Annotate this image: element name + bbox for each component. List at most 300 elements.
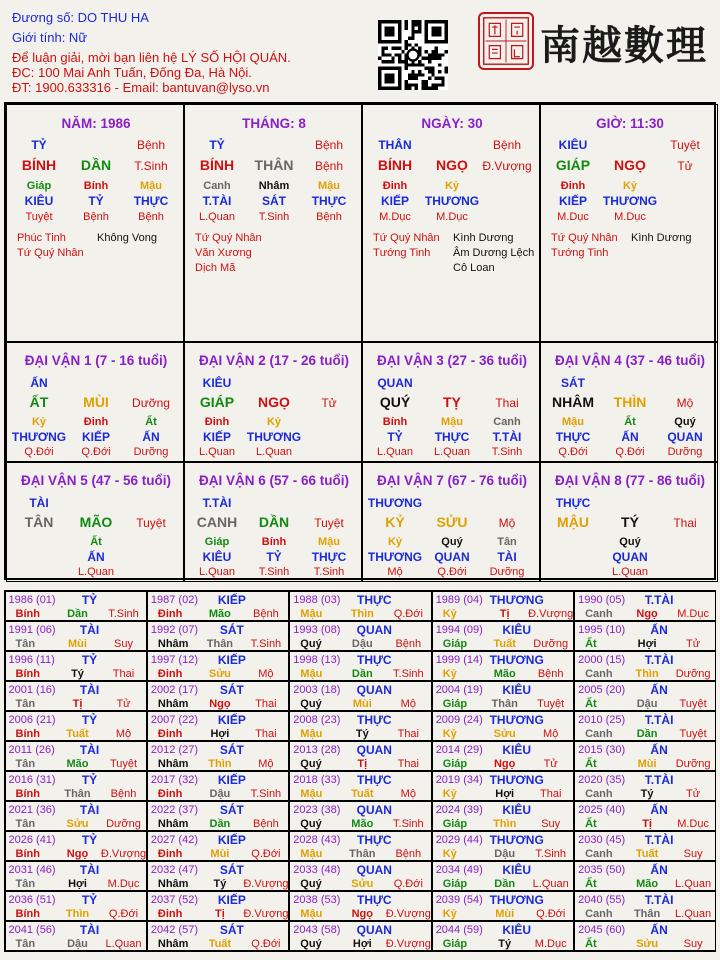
year-branch: Mão: [66, 757, 89, 770]
year-branch: Thìn: [493, 817, 517, 830]
hidden-stem: Đinh: [83, 416, 109, 428]
hidden-god: T.TÀI: [202, 194, 232, 208]
year-cell[interactable]: [432, 801, 574, 831]
year-branch: Ngọ: [493, 757, 516, 770]
year-label: 2028 (43): [293, 833, 341, 846]
pillar-title: GIỜ: 11:30: [596, 116, 664, 131]
hidden-god: TỶ: [88, 194, 104, 208]
pillar-hour[interactable]: [540, 104, 718, 342]
year-stem: Canh: [585, 667, 613, 680]
year-cell[interactable]: [574, 771, 716, 801]
year-stage: L.Quan: [675, 877, 712, 890]
year-cell[interactable]: [289, 771, 431, 801]
hidden-stage: Bệnh: [138, 211, 164, 223]
year-cell[interactable]: [289, 741, 431, 771]
year-label: 2043 (58): [293, 923, 341, 936]
year-branch: Sửu: [66, 817, 89, 830]
hidden-stem: Bính: [83, 180, 109, 192]
year-stem: Canh: [585, 907, 613, 920]
year-cell[interactable]: [432, 711, 574, 741]
year-stage: Q.Đới: [393, 877, 423, 890]
year-cell[interactable]: [147, 861, 289, 891]
year-cell[interactable]: [147, 921, 289, 951]
year-cell[interactable]: [289, 891, 431, 921]
hidden-stem: Mậu: [318, 180, 340, 192]
hidden-god: THỰC: [133, 194, 169, 208]
year-god: ẤN: [650, 622, 668, 637]
heavenly-god: THÂN: [378, 138, 412, 152]
year-stage: Mộ: [400, 697, 416, 710]
life-stage: Thai: [673, 516, 697, 530]
year-god: T.TÀI: [644, 712, 674, 727]
year-stage: Mộ: [400, 787, 416, 800]
year-label: 2039 (54): [435, 893, 483, 906]
year-branch: Tý: [498, 937, 512, 950]
year-label: 1994 (09): [435, 623, 483, 636]
year-branch: Mùi: [210, 847, 230, 860]
earthly-branch: THÂN: [254, 157, 294, 173]
year-label: 1993 (08): [293, 623, 341, 636]
year-branch: Tý: [71, 667, 84, 680]
heavenly-god: SÁT: [561, 376, 585, 390]
year-label: 1990 (05): [578, 593, 626, 606]
year-god: QUAN: [356, 622, 392, 637]
year-stage: Dưỡng: [675, 667, 711, 680]
year-cell[interactable]: [574, 891, 716, 921]
year-cell[interactable]: [147, 771, 289, 801]
earthly-branch: DẦN: [258, 514, 290, 530]
year-stage: M.Dục: [677, 607, 709, 620]
life-stage: Tuyệt: [314, 516, 344, 530]
hidden-stem: Đinh: [382, 180, 408, 192]
hidden-stage: T.Sinh: [313, 566, 345, 578]
dai-van-8[interactable]: [540, 462, 718, 582]
year-branch: Mão: [636, 877, 659, 890]
year-god: ẤN: [650, 682, 668, 697]
year-cell[interactable]: [289, 801, 431, 831]
hidden-stage: Bệnh: [316, 211, 342, 223]
life-stage: Tuyệt: [136, 516, 166, 530]
year-stem: Nhâm: [157, 697, 189, 710]
year-god: KIÊU: [502, 802, 532, 817]
hidden-stage: Dưỡng: [489, 566, 525, 578]
year-cell[interactable]: [432, 651, 574, 681]
year-stage: Dưỡng: [533, 637, 569, 650]
year-stage: T.Sinh: [250, 637, 282, 650]
star-right: Kình Dương: [453, 232, 514, 244]
year-cell[interactable]: [574, 591, 716, 621]
year-cell[interactable]: [5, 831, 147, 861]
hidden-stage: M.Dục: [379, 211, 411, 223]
year-stem: Mậu: [300, 667, 323, 680]
dai-van-6[interactable]: [184, 462, 362, 582]
year-god: KIẾP: [217, 712, 246, 727]
year-god: ẤN: [650, 802, 668, 817]
hidden-god: THỰC: [434, 430, 470, 444]
hidden-god: THƯƠNG: [602, 194, 658, 208]
dai-van-title: ĐẠI VẬN 1 (7 - 16 tuổi): [24, 353, 168, 368]
star-left: Phúc Tinh: [17, 232, 66, 244]
year-branch: Dần: [636, 727, 658, 740]
year-cell[interactable]: [574, 621, 716, 651]
year-branch: Ngọ: [636, 607, 658, 620]
heavenly-god: KIÊU: [202, 376, 232, 390]
year-god: TÀI: [79, 802, 100, 817]
year-label: 2008 (23): [293, 713, 341, 726]
year-cell[interactable]: [5, 801, 147, 831]
year-stage: Mộ: [115, 727, 132, 740]
year-god: TỶ: [81, 712, 98, 727]
earthly-branch: NGỌ: [258, 394, 290, 410]
year-stage: Suy: [114, 637, 133, 650]
year-stage: Q.Đới: [251, 937, 281, 950]
year-cell[interactable]: [432, 591, 574, 621]
hidden-god: TÀI: [497, 550, 517, 564]
hidden-stem: Quý: [441, 536, 463, 548]
seal-stamp-icon: [478, 12, 534, 70]
year-stage: Q.Đới: [536, 907, 566, 920]
hidden-stem: Mậu: [562, 416, 584, 428]
year-branch: Mão: [208, 607, 231, 620]
hidden-stem: Kỷ: [622, 180, 638, 192]
year-stage: Suy: [683, 847, 703, 860]
year-label: 2022 (37): [150, 803, 198, 816]
year-cell[interactable]: [5, 861, 147, 891]
hidden-god: QUAN: [667, 430, 703, 444]
year-stem: Giáp: [442, 817, 468, 830]
year-cell[interactable]: [289, 621, 431, 651]
year-stem: Ất: [585, 817, 597, 830]
year-cell[interactable]: [289, 921, 431, 951]
hidden-god: KIÊU: [202, 550, 232, 564]
dai-van-title: ĐẠI VẬN 7 (67 - 76 tuổi): [376, 473, 528, 488]
year-cell[interactable]: [574, 861, 716, 891]
year-cell[interactable]: [289, 651, 431, 681]
year-cell[interactable]: [5, 651, 147, 681]
hidden-god: ẤN: [142, 430, 160, 444]
year-label: 2044 (59): [435, 923, 483, 936]
year-branch: Sửu: [208, 667, 231, 680]
earthly-branch: MÃO: [79, 514, 113, 530]
hidden-god: QUAN: [434, 550, 470, 564]
year-stem: Canh: [585, 847, 613, 860]
year-cell[interactable]: [5, 771, 147, 801]
year-branch: Dần: [209, 817, 231, 830]
pillar-state: Bệnh: [314, 138, 344, 152]
year-cell[interactable]: [5, 621, 147, 651]
hidden-stage: Q.Đới: [437, 566, 467, 578]
hidden-stage: L.Quan: [198, 566, 236, 578]
hidden-stage: L.Quan: [198, 211, 236, 223]
year-stage: Suy: [683, 937, 703, 950]
year-stem: Ất: [585, 937, 597, 950]
year-god: THƯƠNG: [489, 772, 544, 787]
year-god: KIẾP: [217, 772, 246, 787]
year-branch: Tị: [357, 757, 368, 770]
dai-van-5[interactable]: [6, 462, 184, 582]
year-god: THỰC: [356, 772, 392, 787]
year-stem: Tân: [15, 757, 36, 770]
year-stage: Dưỡng: [106, 817, 141, 830]
year-stem: Kỷ: [442, 727, 457, 740]
year-label: 2029 (44): [435, 833, 483, 846]
year-label: 1995 (10): [578, 623, 626, 636]
year-stage: Đ.Vượng: [385, 937, 431, 950]
year-god: TỶ: [81, 832, 98, 847]
dai-van-1[interactable]: [6, 342, 184, 462]
year-stage: T.Sinh: [108, 607, 139, 620]
heavenly-stem: KỶ: [385, 514, 405, 530]
hidden-stage: Q.Đới: [24, 446, 54, 458]
year-cell[interactable]: [289, 681, 431, 711]
year-stem: Giáp: [442, 877, 468, 890]
hidden-stem: Ất: [90, 536, 102, 548]
year-label: 2036 (51): [8, 893, 56, 906]
year-god: ẤN: [650, 862, 668, 877]
year-label: 2000 (15): [578, 653, 626, 666]
year-cell[interactable]: [574, 921, 716, 951]
year-stem: Nhâm: [157, 817, 189, 830]
year-cell[interactable]: [289, 591, 431, 621]
year-cell[interactable]: [5, 891, 147, 921]
year-cell[interactable]: [5, 711, 147, 741]
year-stage: L.Quan: [675, 907, 712, 920]
year-stage: T.Sinh: [393, 817, 424, 830]
year-label: 1998 (13): [293, 653, 341, 666]
hidden-stem: Bính: [261, 536, 287, 548]
star-right: Âm Dương Lệch: [453, 247, 535, 259]
year-cell[interactable]: [5, 741, 147, 771]
dai-van-2[interactable]: [184, 342, 362, 462]
year-stage: Đ.Vượng: [243, 907, 289, 920]
hidden-stage: M.Dục: [557, 211, 589, 223]
year-stem: Nhâm: [157, 877, 189, 890]
hidden-stem: Ất: [145, 416, 157, 428]
pillar-month[interactable]: [184, 104, 362, 342]
life-stage: Tử: [321, 396, 337, 410]
pillar-day[interactable]: [362, 104, 540, 342]
year-cell[interactable]: [289, 711, 431, 741]
year-branch: Dần: [351, 667, 373, 680]
year-cell[interactable]: [574, 651, 716, 681]
year-stem: Giáp: [442, 637, 468, 650]
year-stem: Đinh: [157, 847, 183, 860]
hidden-stage: L.Quan: [198, 446, 236, 458]
earthly-branch: NGỌ: [614, 157, 646, 173]
year-god: QUAN: [356, 742, 392, 757]
chart-grid: [4, 102, 716, 580]
year-god: THƯƠNG: [489, 652, 544, 667]
year-cell[interactable]: [432, 741, 574, 771]
dai-van-title: ĐẠI VẬN 2 (17 - 26 tuổi): [198, 353, 350, 368]
year-label: 2013 (28): [293, 743, 341, 756]
year-stem: Tân: [15, 937, 36, 950]
year-stem: Ất: [585, 877, 597, 890]
year-branch: Thân: [491, 697, 518, 710]
hidden-god: THỰC: [311, 550, 347, 564]
year-branch: Tý: [355, 727, 369, 740]
year-cell[interactable]: [574, 681, 716, 711]
hidden-stage: Tuyệt: [25, 211, 53, 223]
year-god: SÁT: [219, 742, 244, 757]
dai-van-4[interactable]: [540, 342, 718, 462]
year-god: QUAN: [356, 922, 392, 937]
year-label: 2001 (16): [8, 683, 56, 696]
star-left: Tướng Tinh: [373, 247, 431, 259]
year-cell[interactable]: [147, 831, 289, 861]
heavenly-god: KIÊU: [558, 138, 588, 152]
year-stem: Đinh: [157, 727, 183, 740]
year-branch: Tuất: [351, 787, 374, 800]
year-cell[interactable]: [147, 621, 289, 651]
pillar-year[interactable]: [6, 104, 184, 342]
year-branch: Hợi: [352, 937, 372, 950]
year-cell[interactable]: [147, 741, 289, 771]
qr-code-icon[interactable]: [378, 20, 448, 90]
year-stage: Bệnh: [253, 817, 279, 830]
hidden-stage: T.Sinh: [258, 566, 290, 578]
year-god: THƯƠNG: [489, 712, 544, 727]
heavenly-god: QUAN: [377, 376, 413, 390]
earthly-branch: MÙI: [83, 394, 109, 410]
pillar-title: NGÀY: 30: [421, 116, 483, 131]
year-cell[interactable]: [432, 891, 574, 921]
heavenly-stem: GIÁP: [199, 394, 235, 410]
heavenly-god: TỶ: [31, 138, 47, 152]
year-stem: Kỷ: [442, 787, 457, 800]
year-cell[interactable]: [5, 921, 147, 951]
heavenly-stem: BÍNH: [199, 157, 235, 173]
year-god: THƯƠNG: [489, 592, 544, 607]
year-cell[interactable]: [147, 711, 289, 741]
year-cell[interactable]: [432, 621, 574, 651]
year-cell[interactable]: [432, 861, 574, 891]
year-stage: T.Sinh: [250, 787, 282, 800]
year-cell[interactable]: [574, 831, 716, 861]
dai-van-3[interactable]: [362, 342, 540, 462]
hidden-stem: Giáp: [204, 536, 230, 548]
year-stage: Bệnh: [537, 667, 564, 680]
year-stage: Suy: [541, 817, 561, 830]
heavenly-stem: MẬU: [557, 514, 589, 530]
year-cell[interactable]: [147, 591, 289, 621]
year-stage: Dưỡng: [675, 757, 711, 770]
year-god: THỰC: [356, 652, 392, 667]
year-label: 2021 (36): [8, 803, 56, 816]
heavenly-stem: GIÁP: [555, 157, 591, 173]
hidden-stage: Bệnh: [83, 211, 109, 223]
year-label: 1986 (01): [8, 593, 56, 606]
year-stage: M.Dục: [534, 937, 567, 950]
star-left: Tướng Tinh: [551, 247, 609, 259]
earthly-branch: TỴ: [443, 394, 461, 410]
hidden-stem: Giáp: [26, 180, 52, 192]
year-cell[interactable]: [432, 681, 574, 711]
year-branch: Dậu: [351, 637, 373, 650]
year-stage: Tuyệt: [679, 697, 707, 710]
year-stage: T.Sinh: [535, 847, 566, 860]
year-stem: Bính: [15, 607, 40, 620]
year-cell[interactable]: [432, 771, 574, 801]
hidden-god: SÁT: [262, 194, 286, 208]
dai-van-title: ĐẠI VẬN 8 (77 - 86 tuổi): [554, 473, 706, 488]
year-cell[interactable]: [5, 591, 147, 621]
year-cell[interactable]: [147, 651, 289, 681]
year-stage: Thai: [255, 697, 277, 710]
star-right: Cô Loan: [453, 262, 495, 274]
year-branch: Mão: [351, 817, 374, 830]
year-cell[interactable]: [147, 891, 289, 921]
year-cell[interactable]: [574, 741, 716, 771]
year-branch: Thân: [206, 637, 234, 650]
year-god: T.TÀI: [644, 652, 674, 667]
hidden-stem: Mậu: [140, 180, 162, 192]
hidden-stem: Đinh: [560, 180, 586, 192]
year-cell[interactable]: [289, 831, 431, 861]
year-stage: Bệnh: [395, 847, 422, 860]
year-label: 2015 (30): [578, 743, 626, 756]
year-cell[interactable]: [147, 801, 289, 831]
year-stem: Kỷ: [442, 847, 457, 860]
year-cell[interactable]: [432, 921, 574, 951]
year-god: THỰC: [356, 712, 392, 727]
year-stem: Nhâm: [157, 637, 189, 650]
year-stage: Đ.Vượng: [528, 607, 574, 620]
hidden-god: THƯƠNG: [246, 430, 302, 444]
hidden-stage: M.Dục: [436, 211, 468, 223]
year-branch: Dậu: [636, 697, 658, 710]
header: [0, 0, 720, 100]
hidden-stage: L.Quan: [77, 566, 115, 578]
dai-van-7[interactable]: [362, 462, 540, 582]
year-cell[interactable]: [147, 681, 289, 711]
year-stage: Tử: [686, 637, 701, 650]
year-cell[interactable]: [5, 681, 147, 711]
year-cell[interactable]: [432, 831, 574, 861]
year-stage: Thai: [539, 787, 562, 800]
year-cell[interactable]: [574, 711, 716, 741]
year-stem: Quý: [300, 757, 322, 770]
year-branch: Sửu: [351, 877, 374, 890]
year-stage: Đ.Vượng: [243, 877, 289, 890]
year-god: KIÊU: [502, 862, 532, 877]
year-cell[interactable]: [289, 861, 431, 891]
year-stem: Mậu: [300, 907, 323, 920]
year-label: 2023 (38): [293, 803, 341, 816]
year-stem: Kỷ: [442, 667, 457, 680]
year-cell[interactable]: [574, 801, 716, 831]
year-god: TÀI: [79, 862, 100, 877]
year-label: 2020 (35): [578, 773, 626, 786]
star-right: Không Vong: [97, 232, 157, 244]
life-stage: Tử: [677, 159, 693, 173]
hidden-stem: Kỷ: [444, 180, 460, 192]
logo-text: 南越數理: [540, 22, 708, 69]
year-branch: Tuất: [208, 937, 232, 950]
life-stage: Mộ: [676, 396, 694, 410]
year-label: 2033 (48): [293, 863, 341, 876]
life-stage: T.Sinh: [134, 159, 168, 173]
year-stage: Bệnh: [395, 637, 422, 650]
star-left: Tứ Quý Nhân: [195, 232, 262, 244]
year-god: KIẾP: [217, 892, 246, 907]
earthly-branch: TÝ: [621, 514, 639, 530]
year-label: 2025 (40): [578, 803, 626, 816]
year-branch: Hợi: [495, 787, 515, 800]
year-stage: Tử: [686, 787, 701, 800]
dai-van-title: ĐẠI VẬN 4 (37 - 46 tuổi): [554, 353, 706, 368]
hidden-stem: Canh: [493, 416, 521, 428]
